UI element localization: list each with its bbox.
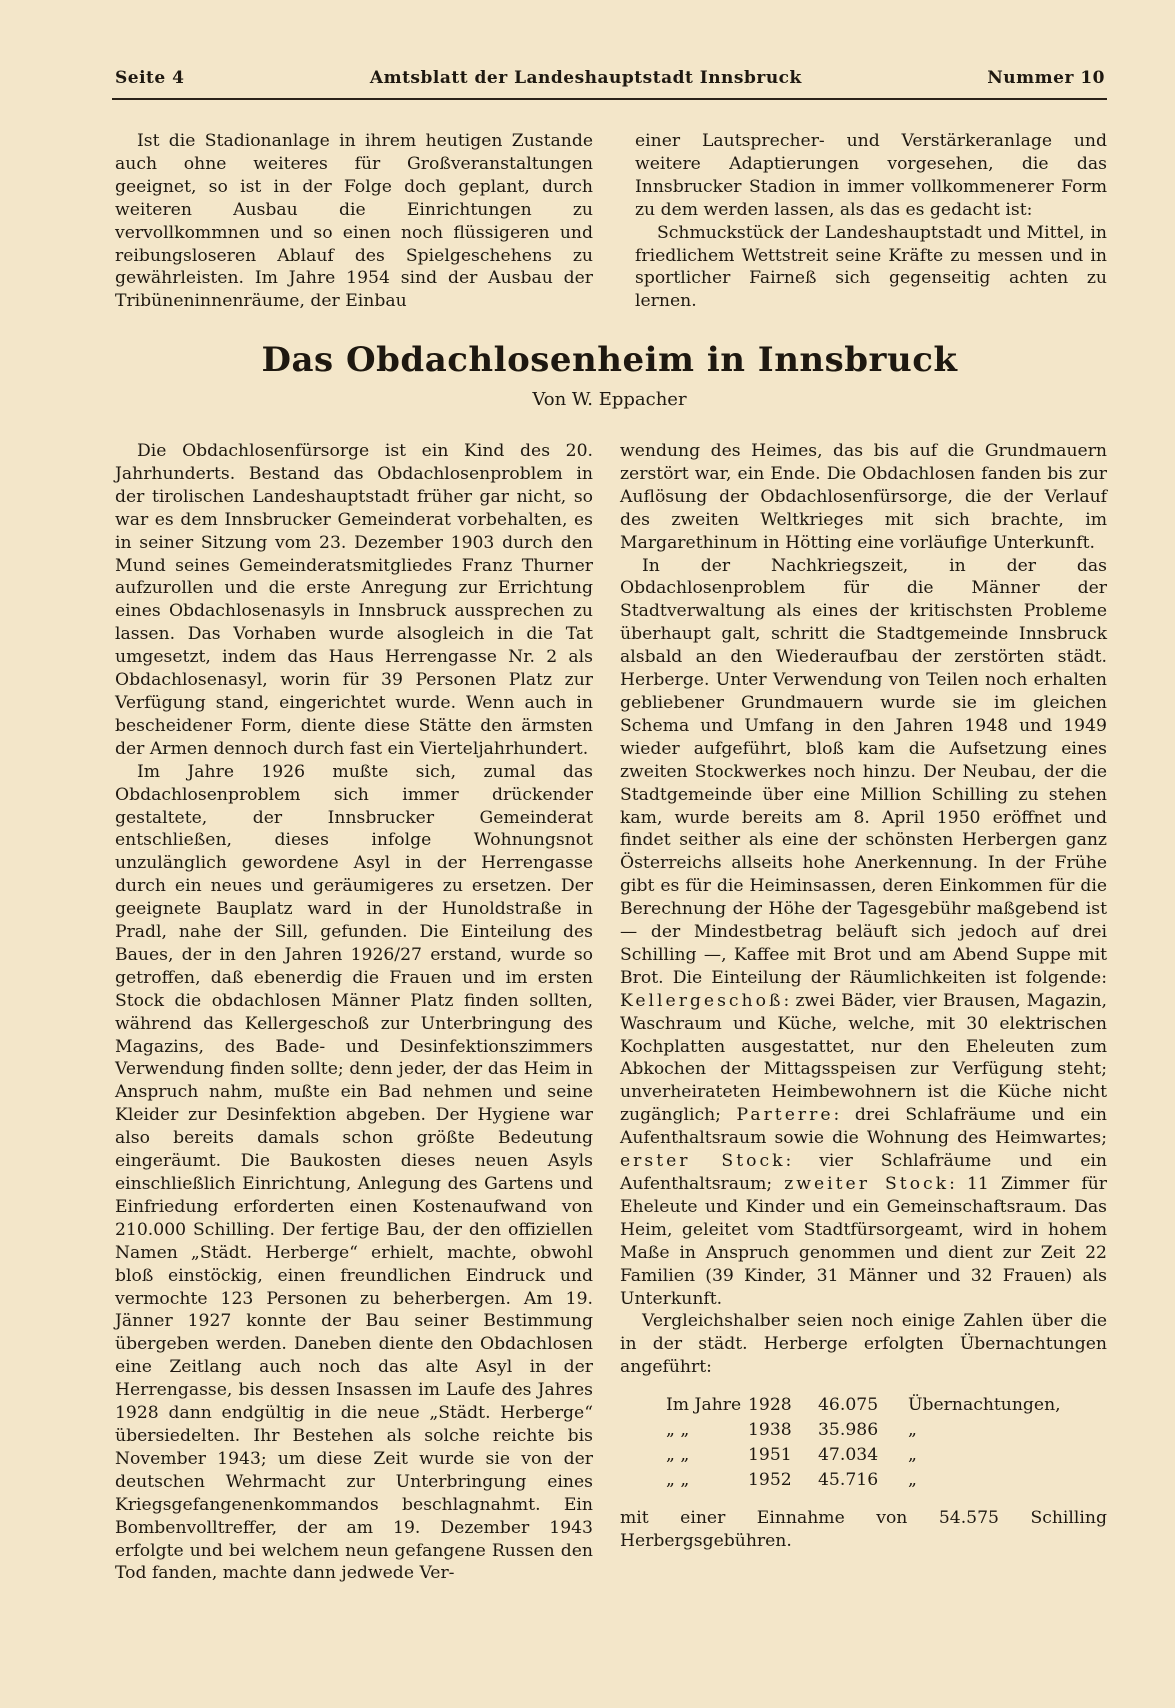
zweiter-stock-text: : 11 Zimmer für Eheleute und Kinder und ein Gemeinschaftsraum. Das Heim, geleitet vom Stadtfürsorgeamt, wird in hohem Maße in Anspruch genommen und dient zur Zeit 22 Familien (39 Kinder, 31 Männer und 32 Frauen) als Unterkunft. bbox=[620, 1174, 1108, 1309]
stats-year-label: Im Jahre bbox=[666, 1395, 742, 1416]
stats-row bbox=[666, 1468, 1107, 1493]
stats-count: 35.986 bbox=[818, 1420, 879, 1441]
article-closing-paragraph: mit einer Einnahme von 54.575 Schilling Herbergsgebühren. bbox=[620, 1508, 1107, 1552]
stats-unit: „ bbox=[908, 1445, 917, 1466]
article-paragraph: Vergleichshalber seien noch einige Zahlen über die in der städt. Herberge erfolgten Übernachtungen angeführt: bbox=[620, 1311, 1107, 1378]
page-number: Seite 4 bbox=[115, 68, 185, 88]
stats-year: 1952 bbox=[748, 1470, 792, 1491]
stats-year-label: „ „ bbox=[666, 1420, 690, 1441]
stats-row bbox=[666, 1393, 1107, 1418]
kellergeschoss-label: Kellergeschoß bbox=[620, 990, 784, 1011]
stadium-paragraph-continued: einer Lautsprecher- und Verstärkeranlage und weitere Adaptierungen vorgesehen, die das Innsbrucker Stadion in immer vollkommenerer Form zu dem werden lassen, als das es gedacht ist: bbox=[635, 131, 1107, 220]
article-paragraph: Die Obdachlosenfürsorge ist ein Kind des 20. Jahrhunderts. Bestand das Obdachlosenproblem in der tirolischen Landeshauptstadt früher gar nicht, so war es dem Innsbrucker Gemeinderat vorbehalten, es in seiner Sitzung vom 23. Dezember 1903 durch den Mund seines Gemeinderatsmitgliedes Franz Thurner aufzurollen und die erste Anregung zur Errichtung eines Obdachlosenasyls in Innsbruck aussprechen zu lassen. Das Vorhaben wurde alsogleich in die Tat umgesetzt, indem das Haus Herrengasse Nr. 2 als Obdachlosenasyl, worin für 39 Personen Platz zur Verfügung stand, eingerichtet wurde. Wenn auch in bescheidener Form, diente diese Stätte den ärmsten der Armen dennoch durch fast ein Vierteljahrhundert. bbox=[115, 441, 593, 759]
stats-year: 1951 bbox=[748, 1445, 792, 1466]
kellergeschoss-text: : zwei Bäder, vier Brausen, Magazin, Waschraum und Küche, welche, mit 30 elektrischen Kochplatten ausgestattet, nur den Eheleuten zum Abkochen der Mittagsspeisen zur Verfügung steht; unverheirateten Heimbewohnern ist die Küche nicht zugänglich; bbox=[620, 990, 1107, 1126]
stadium-paragraph: Ist die Stadionanlage in ihrem heutigen Zustande auch ohne weiteres für Großveranstaltungen geeignet, so ist in der Folge doch geplant, durch weiteren Ausbau die Einrichtungen zu vervollkommnen und so einen noch flüssigeren und reibungsloseren Ablauf des Spielgeschehens zu gewährleisten. Im Jahre 1954 sind der Ausbau der Tribüneninnenräume, der Einbau bbox=[115, 131, 593, 312]
overnight-stats-table bbox=[666, 1393, 1107, 1493]
article-paragraph: Im Jahre 1926 mußte sich, zumal das Obdachlosenproblem sich immer drückender gestaltete, der Innsbrucker Gemeinderat entschließen, dieses infolge Wohnungsnot unzulänglich gewordene Asyl in der Herrengasse durch ein neues und geräumigeres zu ersetzen. Der geeignete Bauplatz ward in der Hunoldstraße in Pradl, nahe der Sill, gefunden. Die Einteilung des Baues, der in den Jahren 1926/27 erstand, wurde so getroffen, daß ebenerdig die Frauen und im ersten Stock die obdachlosen Männer Platz finden sollten, während das Kellergeschoß zur Unterbringung des Magazins, des Bade- und Desinfektionszimmers Verwendung finden sollte; denn jeder, der das Heim in Anspruch nahm, mußte ein Bad nehmen und seine Kleider zur Desinfektion abgeben. Der Hygiene war also bereits damals schon größte Bedeutung eingeräumt. Die Baukosten dieses neuen Asyls einschließlich Einrichtung, Anlegung des Gartens und Einfriedung erforderten einen Kostenaufwand von 210.000 Schilling. Der fertige Bau, der den offiziellen Namen „Städt. Herberge“ erhielt, machte, obwohl bloß einstöckig, einen freundlichen Eindruck und vermochte 123 Personen zu beherbergen. Am 19. Jänner 1927 konnte der Bau seiner Bestimmung übergeben werden. Daneben diente den Obdachlosen eine Zeitlang auch noch das alte Asyl in der Herrengasse, bis dessen Insassen im Laufe des Jahres 1928 dann endgültig in die neue „Städt. Herberge“ übersiedelten. Ihr Bestehen als solche reichte bis November 1943; um diese Zeit wurde sie von der deutschen Wehrmacht zur Unterbringung eines Kriegsgefangenenkommandos beschlagnahmt. Ein Bombenvolltreffer, der am 19. Dezember 1943 erfolgte und bei welchem neun gefangene Russen den Tod fanden, machte dann jedwede Ver- bbox=[115, 761, 593, 1584]
zweiter-stock-label: zweiter Stock bbox=[784, 1174, 950, 1194]
article-byline: Von W. Eppacher bbox=[532, 389, 687, 410]
stadium-article-right-column bbox=[635, 130, 1107, 313]
erster-stock-label: erster Stock bbox=[620, 1151, 786, 1172]
erster-stock-text: : vier Schlafräume und ein Aufenthaltsraum; bbox=[620, 1151, 1107, 1194]
stats-unit: „ bbox=[908, 1470, 917, 1491]
stats-year-label: „ „ bbox=[666, 1470, 690, 1491]
parterre-label: Parterre bbox=[736, 1105, 834, 1126]
stadium-closing-paragraph: Schmuckstück der Landeshauptstadt und Mittel, in friedlichem Wettstreit seine Kräfte zu messen und in sportlicher Fairneß sich gegenseitig achten zu lernen. bbox=[635, 222, 1107, 312]
article-paragraph: wendung des Heimes, das bis auf die Grundmauern zerstört war, ein Ende. Die Obdachlosen fanden bis zur Auflösung der Obdachlosenfürsorge, die der Verlauf des zweiten Weltkrieges mit sich brachte, im Margarethinum in Hötting eine vorläufige Unterkunft. bbox=[620, 441, 1107, 553]
stats-count: 45.716 bbox=[818, 1470, 879, 1491]
issue-number: Nummer 10 bbox=[987, 68, 1105, 88]
stats-year: 1938 bbox=[748, 1420, 792, 1441]
article-title: Das Obdachlosenheim in Innsbruck bbox=[261, 340, 958, 380]
stats-unit: „ bbox=[908, 1420, 917, 1441]
article-paragraph bbox=[620, 555, 1107, 1311]
stats-row bbox=[666, 1443, 1107, 1468]
parterre-text: : drei Schlafräume und ein Aufenthaltsraum sowie die Wohnung des Heimwartes; bbox=[620, 1105, 1107, 1149]
stats-year: 1928 bbox=[748, 1395, 792, 1416]
stats-count: 47.034 bbox=[818, 1445, 879, 1466]
stats-year-label: „ „ bbox=[666, 1445, 690, 1466]
header-rule bbox=[112, 98, 1107, 100]
article-left-column bbox=[115, 440, 593, 1585]
stats-row bbox=[666, 1418, 1107, 1443]
article-right-column bbox=[620, 440, 1107, 1553]
stadium-article-left-column bbox=[115, 130, 593, 313]
room-layout-intro: In der Nachkriegszeit, in der das Obdachlosenproblem für die Männer der Stadtverwaltung als eines der kritischsten Probleme überhaupt galt, schritt die Stadtgemeinde Innsbruck alsbald an den Wiederaufbau der zerstörten städt. Herberge. Unter Verwendung von Teilen noch erhalten gebliebener Grundmauern wurde sie im gleichen Schema und Umfang in den Jahren 1948 und 1949 wieder aufgeführt, bloß kam die Aufsetzung eines zweiten Stockwerkes noch hinzu. Der Neubau, der die Stadtgemeinde über eine Million Schilling zu stehen kam, wurde bereits am 8. April 1950 eröffnet und findet seither als eine der schönsten Herbergen ganz Österreichs allseits hohe Anerkennung. In der Frühe gibt es für die Heiminsassen, deren Einkommen für die Berechnung der Höhe der Tagesgebühr maßgebend ist — der Mindestbetrag beläuft sich jedoch auf drei Schilling —, Kaffee mit Brot und am Abend Suppe mit Brot. Die Einteilung der Räumlichkeiten ist folgende: bbox=[620, 555, 1107, 988]
publication-title: Amtsblatt der Landeshauptstadt Innsbruck bbox=[369, 68, 802, 88]
page-header bbox=[115, 68, 1105, 88]
stats-unit: Übernachtungen, bbox=[908, 1395, 1061, 1416]
stats-count: 46.075 bbox=[818, 1395, 879, 1416]
